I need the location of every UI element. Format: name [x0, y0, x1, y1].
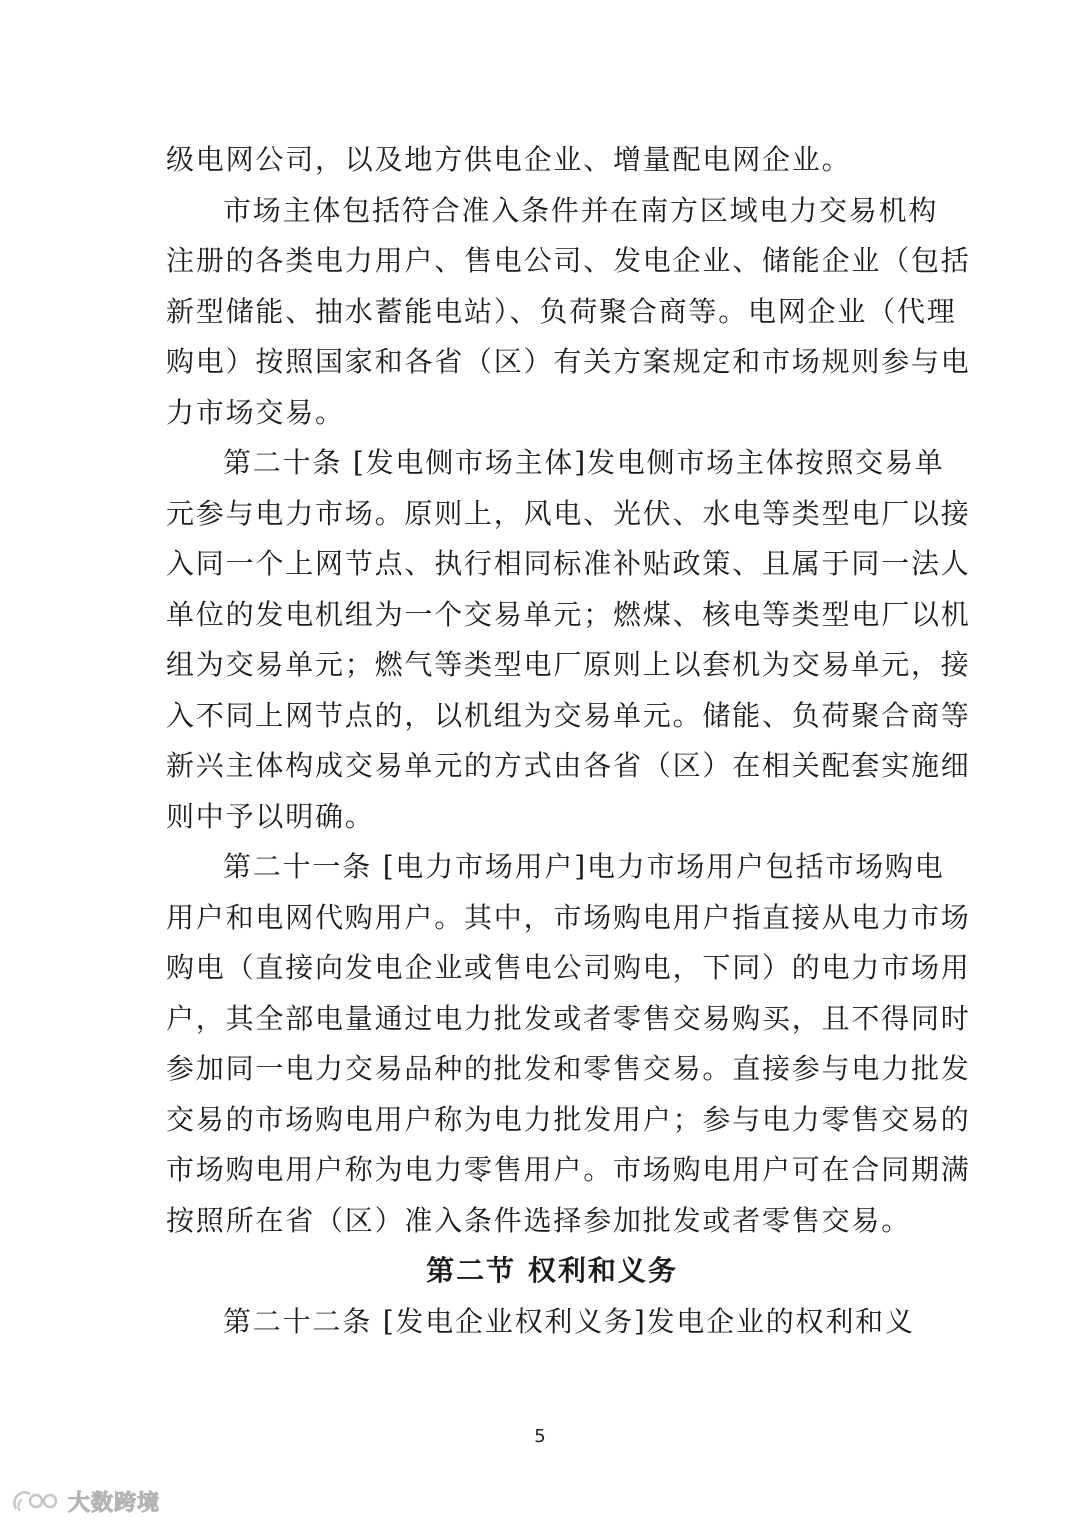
text-line: 注册的各类电力用户、售电公司、发电企业、储能企业（包括 — [166, 244, 971, 277]
body-text — [166, 135, 971, 1347]
text-line: 第二十二条 [发电企业权利义务]发电企业的权利和义 — [223, 1304, 915, 1338]
watermark — [10, 1486, 160, 1516]
text-line: 第二十条 [发电侧市场主体]发电侧市场主体按照交易单 — [223, 446, 945, 479]
section-heading: 第二节 权利和义务 — [426, 1254, 678, 1287]
text-line: 市场购电用户称为电力零售用户。市场购电用户可在合同期满 — [166, 1153, 971, 1186]
watermark-text: 大数跨境 — [68, 1490, 161, 1516]
text-line: 组为交易单元；燃气等类型电厂原则上以套机为交易单元，接 — [166, 648, 971, 681]
text-line: 则中予以明确。 — [166, 799, 375, 833]
page-number: 5 — [534, 1426, 546, 1447]
text-line: 力市场交易。 — [166, 395, 345, 429]
text-line: 入同一个上网节点、执行相同标准补贴政策、且属于同一法人 — [166, 547, 971, 580]
text-line: 单位的发电机组为一个交易单元；燃煤、核电等类型电厂以机 — [166, 597, 971, 631]
text-line: 市场主体包括符合准入条件并在南方区域电力交易机构 — [223, 193, 939, 227]
text-line: 参加同一电力交易品种的批发和零售交易。直接参与电力批发 — [166, 1052, 971, 1085]
text-line: 交易的市场购电用户称为电力批发用户；参与电力零售交易的 — [166, 1102, 971, 1136]
text-line: 新型储能、抽水蓄能电站）、负荷聚合商等。电网企业（代理 — [166, 294, 957, 328]
text-line: 入不同上网节点的，以机组为交易单元。储能、负荷聚合商等 — [166, 698, 971, 732]
text-line: 级电网公司，以及地方供电企业、增量配电网企业。 — [166, 143, 852, 176]
text-line: 户，其全部电量通过电力批发或者零售交易购买，且不得同时 — [166, 1001, 971, 1035]
text-line: 第二十一条 [电力市场用户]电力市场用户包括市场购电 — [223, 850, 945, 883]
text-line: 购电）按照国家和各省（区）有关方案规定和市场规则参与电 — [166, 345, 971, 378]
text-line: 元参与电力市场。原则上，风电、光伏、水电等类型电厂以接 — [166, 496, 971, 530]
text-line: 新兴主体构成交易单元的方式由各省（区）在相关配套实施细 — [166, 749, 971, 782]
text-line: 按照所在省（区）准入条件选择参加批发或者零售交易。 — [166, 1203, 912, 1237]
text-line: 用户和电网代购用户。其中，市场购电用户指直接从电力市场 — [166, 900, 971, 934]
watermark-logo-icon — [10, 1487, 64, 1515]
text-line: 购电（直接向发电企业或售电公司购电，下同）的电力市场用 — [166, 951, 971, 984]
